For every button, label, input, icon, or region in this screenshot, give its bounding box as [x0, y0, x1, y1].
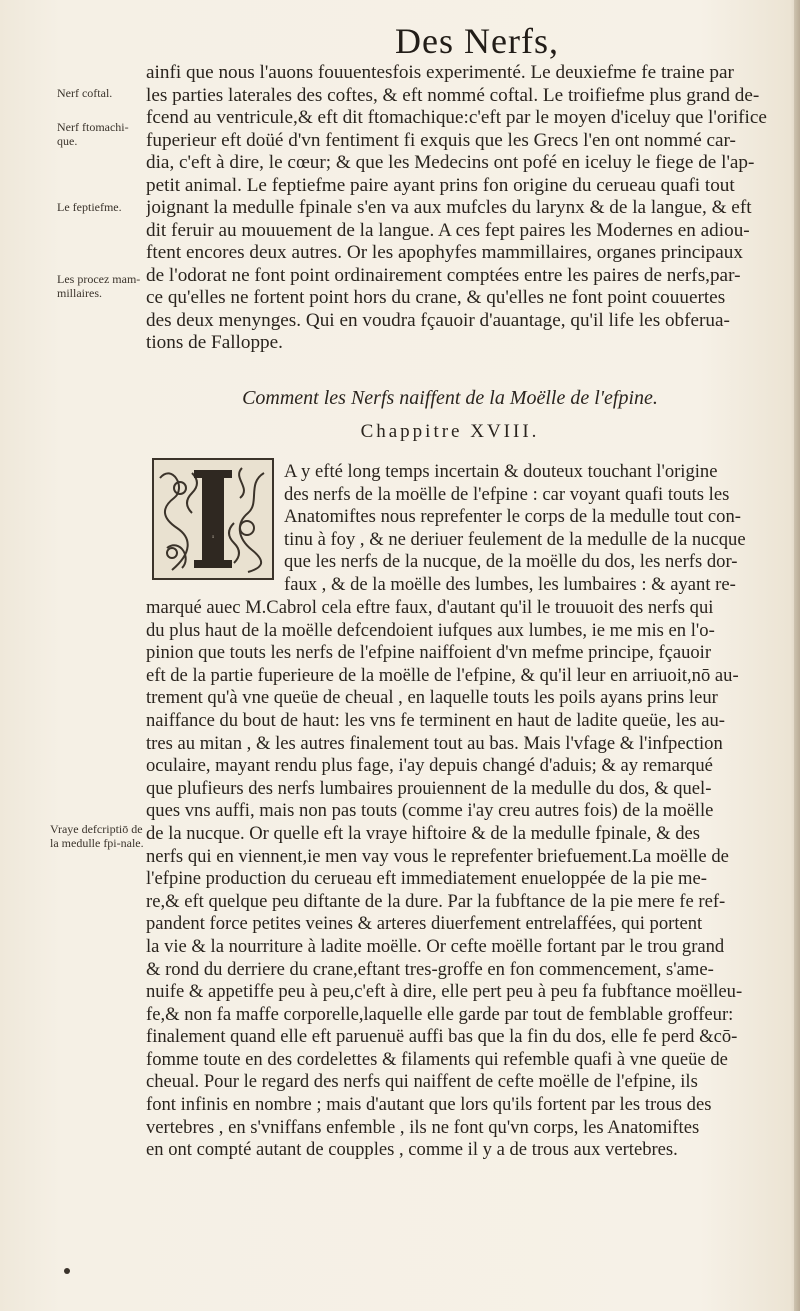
text-line: joignant la medulle fpinale s'en va aux mufcles du larynx & de la langue, & eft — [146, 197, 752, 218]
text-line: tres au mitan , & les autres finalement tout au bas. Mais l'vfage & l'infpection — [146, 732, 723, 754]
margin-note-nerf-stomachique: Nerf ftomachi-que. — [57, 120, 129, 148]
text-line: des nerfs de la moëlle de l'efpine : car voyant quafi touts les — [284, 483, 730, 505]
decorated-initial-letter — [152, 458, 274, 580]
text-line: du plus haut de la moëlle defcendoient iufques aux lumbes, ie me mis en l'o- — [146, 619, 715, 641]
paragraph-section-2-indented — [284, 461, 790, 597]
paragraph-section-1 — [146, 62, 790, 355]
text-line: Anatomiftes nous reprefenter le corps de la medulle tout con- — [284, 506, 741, 528]
text-line: l'efpine production du cerueau eft immediatement enueloppée de la pie me- — [146, 868, 707, 890]
text-line: ques vns auffi, mais non pas touts (comme i'ay creu autres fois) de la moëlle — [146, 800, 714, 822]
chapter-title: Comment les Nerfs naiffent de la Moëlle de l'efpine. — [242, 387, 658, 409]
text-line: tinu à foy , & ne deriuer feulement de la medulle de la nucque — [284, 528, 746, 550]
text-line: & rond du derriere du crane,eftant tres-groffe en fon commencement, s'ame- — [146, 958, 714, 980]
text-line: que plufieurs des nerfs lumbaires prouiennent de la medulle du dos, & quel- — [146, 777, 712, 799]
text-line: de la nucque. Or quelle eft la vraye hiftoire & de la medulle fpinale, & des — [146, 822, 700, 844]
text-line: nerfs qui en viennent,ie men vay vous le reprefenter briefuement.La moëlle de — [146, 845, 729, 867]
text-line: ainfi que nous l'auons fouuentesfois experimenté. Le deuxiefme fe traine par — [146, 62, 734, 83]
text-line: en ont compté autant de coupples , comme il y a de trous aux vertebres. — [146, 1139, 678, 1161]
text-line: faux , & de la moëlle des lumbes, les lumbaires : & ayant re- — [284, 573, 736, 595]
text-line: dia, c'eft à dire, le cœur; & que les Medecins ont pofé en iceluy le fiege de l'ap- — [146, 152, 755, 173]
text-line: de l'odorat ne font point ordinairement comptées entre les paires de nerfs,par- — [146, 264, 741, 286]
text-line: dit feruir au mouuement de la langue. A ces fept paires les Modernes en adiou- — [146, 219, 750, 241]
text-line: marqué auec M.Cabrol cela eftre faux, d'autant qu'il le trouuoit des nerfs qui — [146, 597, 714, 618]
text-line: ce qu'elles ne fortent point hors du crane, & qu'elles ne font point couuertes — [146, 287, 726, 308]
text-line: que les nerfs de la nucque, de la moëlle du dos, les nerfs dor- — [284, 551, 738, 573]
text-line: nuife & appetiffe peu à peu,c'eft à dire, elle pert peu à peu fa fubftance moëlleu- — [146, 981, 743, 1003]
text-line: pandent force petites veines & arteres diuerfement entrelaffées, qui portent — [146, 913, 703, 935]
margin-note-nerf-costal: Nerf coftal. — [57, 86, 113, 100]
page-header-title: Des Nerfs, — [395, 21, 559, 61]
text-line: fomme toute en des cordelettes & filaments qui refemble quafi à vne queüe de — [146, 1048, 728, 1070]
text-line: finalement quand elle eft paruenuë auffi bas que la fin du dos, elle fe perd &cō- — [146, 1026, 738, 1048]
page-edge-shadow — [794, 0, 800, 1311]
text-line: fcend au ventricule,& eft dit ftomachique:c'eft par le moyen d'iceluy que l'orifice — [146, 107, 767, 128]
text-line: pinion que touts les nerfs de l'efpine naiffoient d'vn mefme principe, fçauoir — [146, 642, 712, 664]
text-line: oculaire, mayant rendu plus fage, i'ay depuis changé d'aduis; & ay remarqué — [146, 755, 713, 777]
text-line: la vie & la nourriture à ladite moëlle. Or cefte moëlle fortant par le trou grand — [146, 935, 725, 957]
margin-note-procez-mammillaires: Les procez mam-millaires. — [57, 272, 141, 300]
text-line: vertebres , en s'vniffans enfemble , ils ne font qu'vn corps, les Anatomiftes — [146, 1116, 700, 1138]
text-line: des deux menynges. Qui en voudra fçauoir d'auantage, qu'il life les obferua- — [146, 309, 730, 331]
text-line: petit animal. Le feptiefme paire ayant prins fon origine du cerueau quafi tout — [146, 174, 735, 196]
text-line: fuperieur eft doüé d'vn fentiment fi exquis que les Grecs l'en ont nommé car- — [146, 129, 736, 151]
text-line: A y efté long temps incertain & douteux touchant l'origine — [284, 461, 718, 482]
margin-note-vraye-description: Vraye defcriptiō de la medulle fpi-nale. — [50, 822, 144, 850]
paragraph-section-2 — [146, 597, 790, 1162]
text-line: ftent encores deux autres. Or les apophyfes mammillaires, organes principaux — [146, 242, 743, 263]
text-line: naiffance du bout de haut: les vns fe terminent en haut de ladite queüe, les au- — [146, 709, 725, 731]
text-line: re,& eft quelque peu diftante de la dure. Par la fubftance de la pie mere fe ref- — [146, 890, 726, 912]
margin-dot — [64, 1268, 70, 1274]
text-line: les parties laterales des coftes, & eft nommé coftal. Le troifiefme plus grand de- — [146, 84, 760, 106]
svg-text:I: I — [212, 534, 214, 539]
chapter-number: Chappitre XVIII. — [360, 421, 540, 442]
text-line: cheual. Pour le regard des nerfs qui naiffent de cefte moëlle de l'efpine, ils — [146, 1071, 698, 1093]
margin-note-septiesme: Le feptiefme. — [57, 200, 122, 214]
text-line: tions de Falloppe. — [146, 332, 283, 353]
text-line: eft de la partie fuperieure de la moëlle de l'efpine, & qu'il leur en arriuoit,nō au- — [146, 664, 739, 686]
text-line: trement qu'à vne queüe de cheual , en laquelle touts les poils ayans prins leur — [146, 687, 718, 709]
text-line: fe,& non fa maffe corporelle,laquelle elle garde par tout de femblable groffeur: — [146, 1003, 734, 1025]
text-line: font infinis en nombre ; mais d'autant que lors qu'ils fortent par les trous des — [146, 1094, 712, 1116]
